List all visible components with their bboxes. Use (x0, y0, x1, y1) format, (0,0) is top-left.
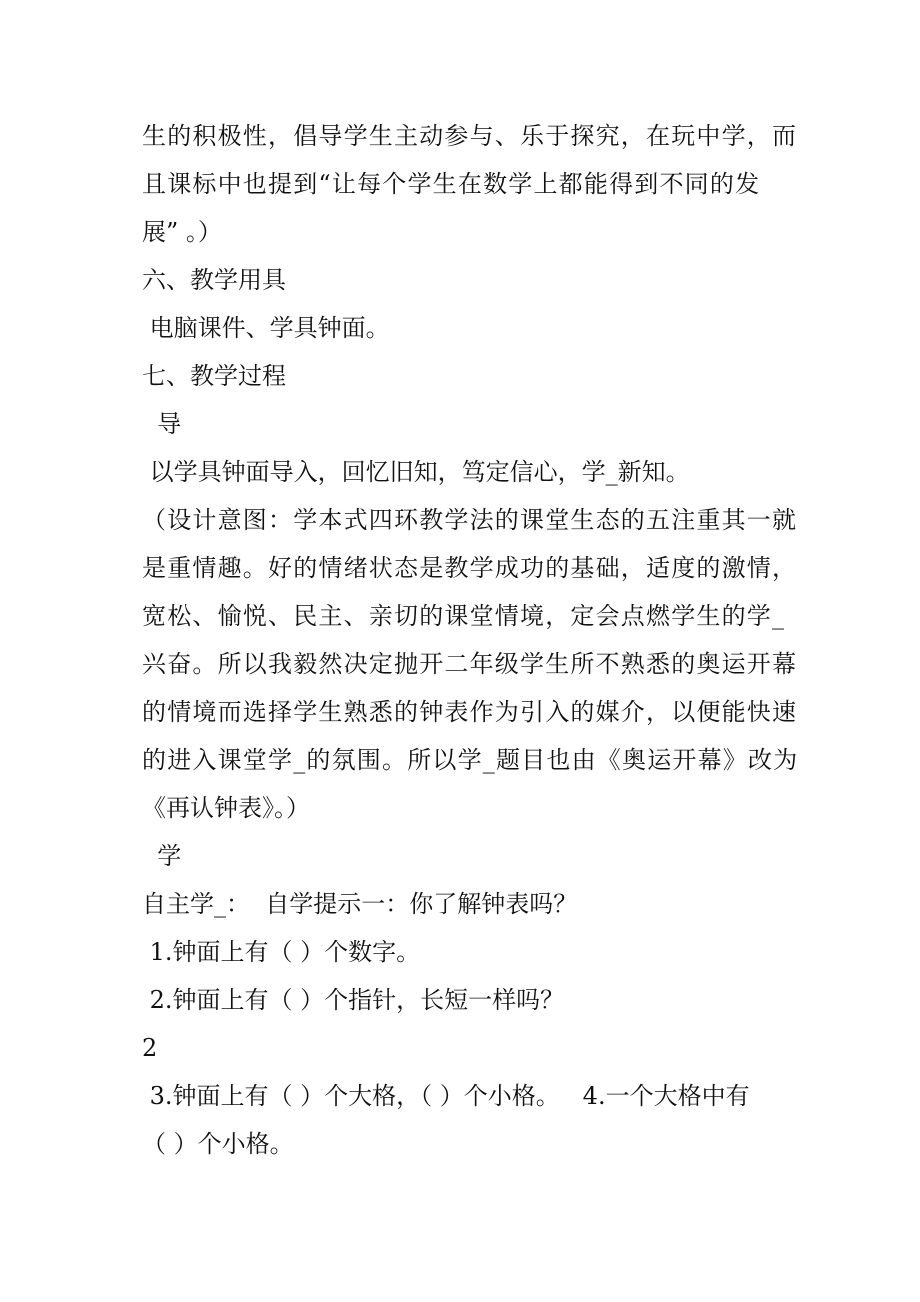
paragraph-line: 《再认钟表》。） (142, 794, 310, 822)
paragraph-line: 是重情趣。好的情绪状态是教学成功的基础，适度的激情， (142, 554, 798, 582)
paragraph-line: 自主学_： 自学提示一：你了解钟表吗？ (142, 890, 578, 918)
paragraph-line: 以学具钟面导入，回忆旧知，笃定信心，学_新知。 (142, 458, 690, 486)
paragraph-line: 的进入课堂学_的氛围。所以学_题目也由《奥运开幕》改为 (142, 746, 799, 774)
section-heading: 七、教学过程 (142, 362, 286, 390)
paragraph-line: 生的积极性，倡导学生主动参与、乐于探究，在玩中学，而 (142, 122, 798, 150)
paragraph-line: 展” 。） (142, 218, 222, 246)
list-item: 1.钟面上有（ ）个数字。 (142, 938, 421, 966)
paragraph-line: （设计意图：学本式四环教学法的课堂生态的五注重其一就 (142, 506, 798, 534)
paragraph-line: 兴奋。所以我毅然决定抛开二年级学生所不熟悉的奥运开幕 (142, 650, 798, 678)
subsection-heading: 学 (142, 842, 182, 870)
section-heading: 六、教学用具 (142, 266, 286, 294)
subsection-heading: 导 (142, 410, 182, 438)
paragraph-line: 电脑课件、学具钟面。 (142, 314, 390, 342)
page-number: 2 (142, 1034, 158, 1062)
paragraph-line: 的情境而选择学生熟悉的钟表作为引入的媒介，以便能快速 (142, 698, 798, 726)
list-item: 2.钟面上有（ ）个指针，长短一样吗？ (142, 986, 565, 1014)
list-item: （ ）个小格。 (142, 1130, 294, 1158)
paragraph-line: 且课标中也提到“让每个学生在数学上都能得到不同的发 (142, 170, 761, 198)
paragraph-line: 宽松、愉悦、民主、亲切的课堂情境，定会点燃学生的学_ (142, 602, 786, 630)
list-item: 3.钟面上有（ ）个大格，（ ）个小格。 4.一个大格中有 (142, 1082, 750, 1110)
